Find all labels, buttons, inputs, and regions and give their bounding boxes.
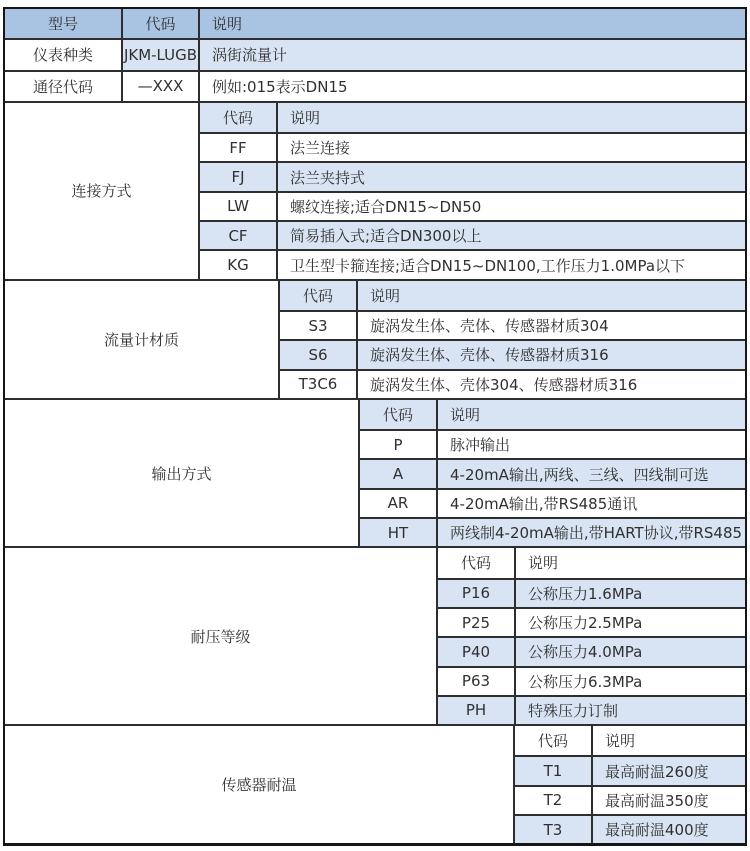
desc-cell: 旋涡发生体、壳体304、传感器材质316 xyxy=(370,375,638,394)
desc-cell: 旋涡发生体、壳体、传感器材质304 xyxy=(370,317,609,336)
code-cell: CF xyxy=(200,222,278,249)
nested-header-desc: 说明 xyxy=(450,406,481,424)
desc-cell: 卫生型卡箍连接;适合DN15~DN100,工作压力1.0MPa以下 xyxy=(290,256,686,275)
code-cell: P xyxy=(360,431,438,458)
nested-header-code: 代码 xyxy=(515,726,593,755)
table-row xyxy=(360,517,745,546)
header-code: 代码 xyxy=(123,9,200,38)
desc-cell: 两线制4-20mA输出,带HART协议,带RS485 xyxy=(450,524,743,543)
section-label: 输出方式 xyxy=(5,400,360,546)
table-row xyxy=(515,785,745,814)
section-connection-method xyxy=(5,103,745,281)
desc-cell: 公称压力2.5MPa xyxy=(528,614,643,633)
nested-header-code: 代码 xyxy=(280,281,358,310)
nested-header-desc: 说明 xyxy=(605,732,636,751)
nested-header-row xyxy=(438,548,745,577)
code-cell: JKM-LUGB xyxy=(123,40,200,69)
desc-cell: 脉冲输出 xyxy=(450,436,511,455)
code-cell: P25 xyxy=(438,609,516,636)
code-cell: P40 xyxy=(438,638,516,665)
code-cell: T1 xyxy=(515,757,593,784)
code-cell: T3 xyxy=(515,816,593,843)
row-label: 通径代码 xyxy=(5,72,123,101)
desc-cell: 公称压力6.3MPa xyxy=(528,672,643,691)
nested-header-code: 代码 xyxy=(438,548,516,577)
table-row xyxy=(200,132,745,161)
code-cell: PH xyxy=(438,697,516,724)
header-desc: 说明 xyxy=(200,9,745,38)
desc-cell: 法兰夹持式 xyxy=(290,168,366,187)
nested-header-desc: 说明 xyxy=(370,286,401,305)
table-row xyxy=(438,636,745,665)
code-cell: FJ xyxy=(200,163,278,190)
nested-header-row xyxy=(515,726,745,755)
desc-cell: 最高耐温350度 xyxy=(605,791,709,810)
code-cell: T3C6 xyxy=(280,371,358,398)
desc-cell: 旋涡发生体、壳体、传感器材质316 xyxy=(370,346,609,365)
table-row-instrument-type xyxy=(5,40,745,71)
table-row xyxy=(360,458,745,487)
desc-cell: 简易插入式;适合DN300以上 xyxy=(290,227,482,246)
table-row xyxy=(200,220,745,249)
nested-header-row xyxy=(280,281,745,310)
desc-cell: 公称压力4.0MPa xyxy=(528,643,643,662)
nested-header-row xyxy=(200,103,745,132)
table-row xyxy=(515,814,745,843)
table-row xyxy=(438,607,745,636)
section-label: 耐压等级 xyxy=(5,548,438,724)
section-pressure-rating xyxy=(5,548,745,726)
table-row xyxy=(438,666,745,695)
section-output-mode xyxy=(5,400,745,548)
table-header-row xyxy=(5,9,745,40)
code-cell: AR xyxy=(360,490,438,517)
nested-header-row xyxy=(360,400,745,429)
table-row xyxy=(515,755,745,784)
code-cell: S3 xyxy=(280,312,358,339)
table-row xyxy=(280,310,745,339)
desc-cell: 特殊压力订制 xyxy=(528,701,619,720)
code-cell: P16 xyxy=(438,580,516,607)
row-label: 仪表种类 xyxy=(5,40,123,69)
section-flowmeter-material xyxy=(5,281,745,400)
table-row xyxy=(200,191,745,220)
section-sensor-temperature xyxy=(5,726,745,843)
nested-header-code: 代码 xyxy=(360,400,438,429)
desc-cell: 公称压力1.6MPa xyxy=(528,584,643,603)
table-row xyxy=(200,161,745,190)
model-selection-table xyxy=(3,7,747,846)
section-label: 连接方式 xyxy=(5,103,200,279)
code-cell: A xyxy=(360,460,438,487)
desc-cell: 4-20mA输出,两线、三线、四线制可选 xyxy=(450,465,709,484)
nested-header-code: 代码 xyxy=(200,103,278,132)
code-cell: S6 xyxy=(280,341,358,368)
code-cell: LW xyxy=(200,193,278,220)
code-cell: —XXX xyxy=(123,72,200,101)
table-row-diameter-code xyxy=(5,72,745,103)
desc-cell: 螺纹连接;适合DN15~DN50 xyxy=(290,197,482,216)
nested-header-desc: 说明 xyxy=(528,554,559,573)
desc-cell: 涡街流量计 xyxy=(200,40,745,69)
table-row xyxy=(438,578,745,607)
nested-header-desc: 说明 xyxy=(290,109,321,128)
section-label: 传感器耐温 xyxy=(5,726,515,843)
table-row xyxy=(438,695,745,724)
desc-cell: 最高耐温400度 xyxy=(605,821,709,840)
desc-cell: 最高耐温260度 xyxy=(605,762,709,781)
table-row xyxy=(280,339,745,368)
code-cell: FF xyxy=(200,134,278,161)
desc-cell: 4-20mA输出,带RS485通讯 xyxy=(450,494,638,513)
table-row xyxy=(280,369,745,398)
code-cell: KG xyxy=(200,251,278,278)
table-row xyxy=(360,488,745,517)
code-cell: T2 xyxy=(515,787,593,814)
desc-cell: 法兰连接 xyxy=(290,139,351,158)
desc-cell: 例如:015表示DN15 xyxy=(200,72,745,101)
code-cell: HT xyxy=(360,519,438,546)
header-model: 型号 xyxy=(5,9,123,38)
table-row xyxy=(360,429,745,458)
section-label: 流量计材质 xyxy=(5,281,280,398)
code-cell: P63 xyxy=(438,668,516,695)
table-row xyxy=(200,249,745,278)
